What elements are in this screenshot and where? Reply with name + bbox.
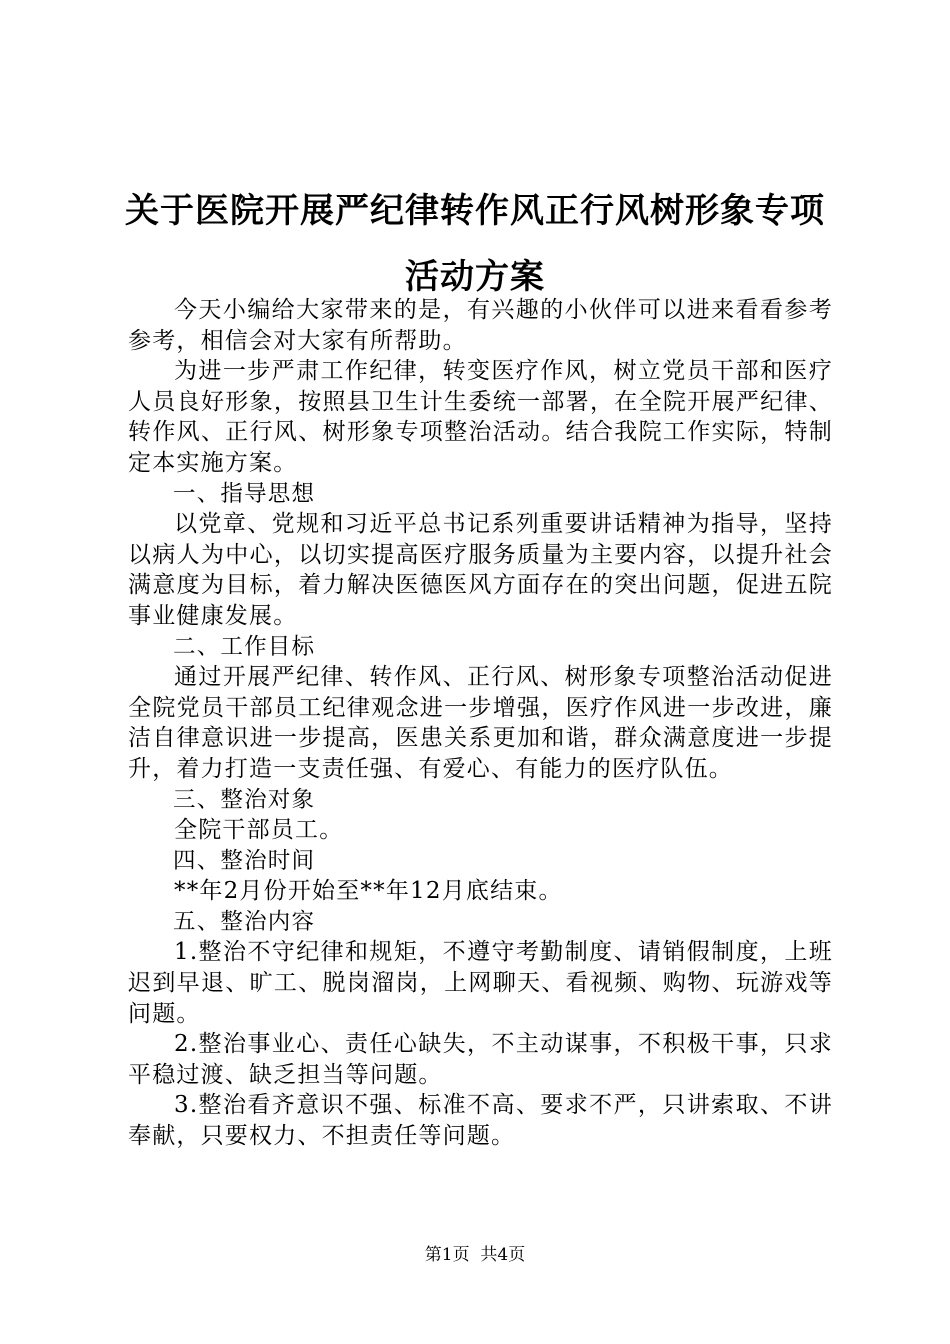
- targets-paragraph: 全院干部员工。: [174, 817, 344, 844]
- page-number: 第1页: [424, 1245, 470, 1265]
- timeframe-paragraph: **年2月份开始至**年12月底结束。: [174, 878, 563, 905]
- section-heading-targets: 三、整治对象: [173, 786, 316, 813]
- section-heading-guiding-ideology: 一、指导思想: [173, 480, 316, 507]
- work-goals-paragraph: 通过开展严纪律、转作风、正行风、树形象专项整治活动促进全院党员干部员工纪律观念进一步增强，医疗作风进一步改进，廉洁自律意识进一步提高，医患关系更加和谐，群众满意度进一步提升，着力打造一支责任强、有爱心、有能力的医疗队伍。: [128, 664, 833, 782]
- page-footer: [0, 1244, 950, 1266]
- section-heading-content: 五、整治内容: [173, 908, 316, 935]
- section-heading-timeframe: 四、整治时间: [173, 847, 316, 874]
- content-item-2: 2.整治事业心、责任心缺失，不主动谋事，不积极干事，只求平稳过渡、缺乏担当等问题。: [128, 1031, 833, 1088]
- section-heading-work-goals: 二、工作目标: [173, 633, 316, 660]
- intro-paragraph: 今天小编给大家带来的是，有兴趣的小伙伴可以进来看看参考参考，相信会对大家有所帮助。: [128, 297, 833, 354]
- guiding-ideology-paragraph: 以党章、党规和习近平总书记系列重要讲话精神为指导，坚持以病人为中心，以切实提高医疗服务质量为主要内容，以提升社会满意度为目标，着力解决医德医风方面存在的突出问题，促进五院事业健康发展。: [128, 511, 833, 629]
- document-title: 关于医院开展严纪律转作风正行风树形象专项活动方案: [125, 191, 825, 297]
- purpose-paragraph: 为进一步严肃工作纪律，转变医疗作风，树立党员干部和医疗人员良好形象，按照县卫生计生委统一部署，在全院开展严纪律、转作风、正行风、树形象专项整治活动。结合我院工作实际，特制定本实施方案。: [128, 358, 833, 476]
- page-total: 共4页: [480, 1245, 526, 1265]
- content-item-1: 1.整治不守纪律和规矩，不遵守考勤制度、请销假制度，上班迟到早退、旷工、脱岗溜岗，上网聊天、看视频、购物、玩游戏等问题。: [128, 939, 833, 1027]
- content-item-3: 3.整治看齐意识不强、标准不高、要求不严，只讲索取、不讲奉献，只要权力、不担责任等问题。: [128, 1092, 833, 1150]
- document-body: [128, 295, 833, 1152]
